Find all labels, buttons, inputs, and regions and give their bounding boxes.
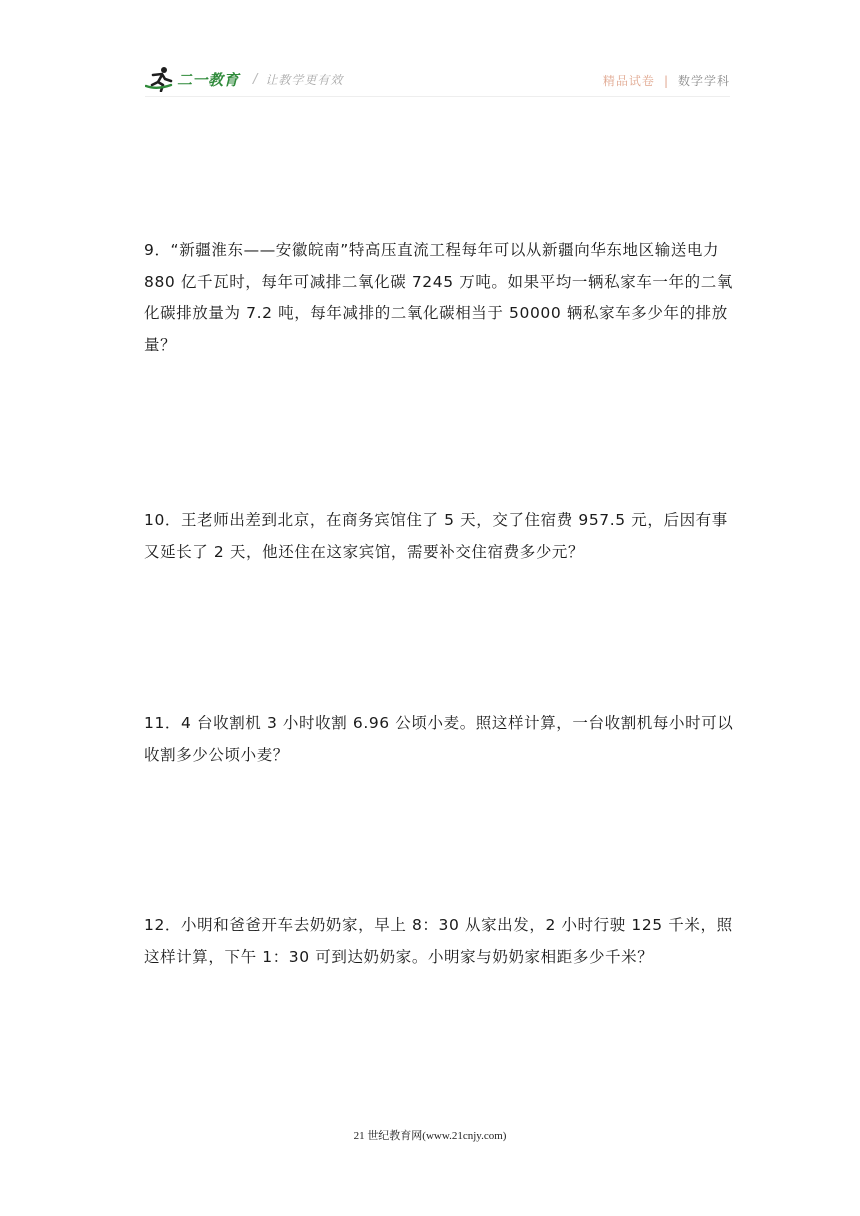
logo (145, 66, 343, 92)
page-header (145, 64, 730, 96)
subject-tag: 数学学科 (677, 74, 730, 88)
slogan: 让教学更有效 (265, 72, 344, 87)
question-11: 11．4 台收割机 3 小时收割 6.96 公顷小麦。照这样计算，一台收割机每小时可以收割多少公顷小麦？ (144, 714, 734, 764)
header-divider (145, 96, 730, 97)
question-9: 9．“新疆淮东——安徽皖南”特高压直流工程每年可以从新疆向华东地区输送电力 880 亿千瓦时，每年可减排二氧化碳 7245 万吨。如果平均一辆私家车一年的二氧化碳排放量为 7.2 吨，每年减排的二氧化碳相当于 50000 辆私家车多少年的排放量？ (144, 241, 733, 354)
logo-text: 二一教育 (177, 70, 240, 89)
tag-separator: | (663, 73, 669, 88)
running-figure-icon (145, 66, 175, 92)
quality-tag: 精品试卷 (602, 74, 655, 88)
question-12: 12．小明和爸爸开车去奶奶家，早上 8：30 从家出发，2 小时行驶 125 千米，照这样计算，下午 1：30 可到达奶奶家。小明家与奶奶家相距多少千米？ (144, 916, 733, 966)
slogan-separator: / (253, 71, 258, 87)
question-10: 10．王老师出差到北京，在商务宾馆住了 5 天，交了住宿费 957.5 元，后因有事又延长了 2 天，他还住在这家宾馆，需要补交住宿费多少元？ (144, 511, 728, 561)
header-tags (603, 72, 730, 89)
page-footer: 21 世纪教育网(www.21cnjy.com) (353, 1130, 507, 1142)
